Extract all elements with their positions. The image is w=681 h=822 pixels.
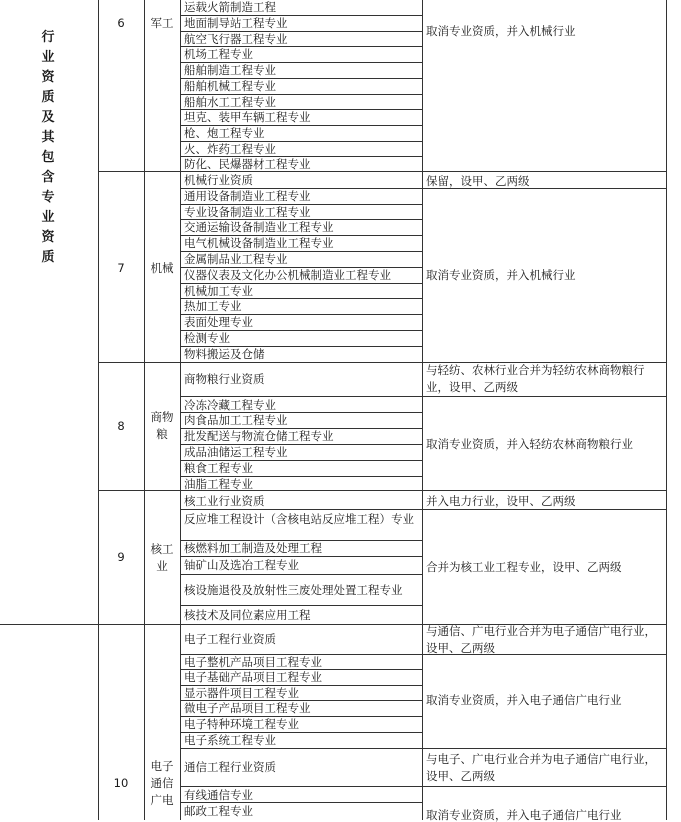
note-text: 取消专业资质，并入电子通信广电行业 [426, 808, 622, 822]
list-item: 商物粮行业资质 [184, 372, 265, 386]
note-text: 与轻纺、农林行业合并为轻纺农林商物粮行业，设甲、乙两级 [426, 363, 645, 394]
list-item: 热加工专业 [184, 299, 242, 313]
note-text: 与通信、广电行业合并为电子通信广电行业，设甲、乙两级 [426, 624, 656, 655]
category-line: 业 [156, 559, 168, 573]
list-item: 电子基础产品项目工程专业 [184, 670, 322, 684]
list-item: 地面制导站工程专业 [184, 16, 288, 30]
list-item: 反应堆工程设计（含核电站反应堆工程）专业 [184, 512, 414, 526]
section-label-char: 质 [41, 250, 55, 265]
list-item: 成品油储运工程专业 [184, 445, 288, 459]
category-label: 军工 [150, 16, 174, 30]
list-item: 火、炸药工程专业 [184, 142, 276, 156]
list-item: 防化、民爆器材工程专业 [184, 157, 311, 171]
list-item: 机械行业资质 [184, 173, 253, 187]
section-label-char: 含 [41, 170, 55, 185]
list-item: 检测专业 [184, 331, 230, 345]
list-item: 机场工程专业 [184, 47, 253, 61]
list-item: 通用设备制造业工程专业 [184, 189, 311, 203]
section-label-char: 专 [41, 190, 55, 205]
section-label-char: 业 [41, 210, 55, 225]
section-label-char: 包 [41, 150, 55, 165]
list-item: 专业设备制造业工程专业 [184, 205, 311, 219]
list-item: 表面处理专业 [184, 315, 253, 329]
list-item: 核燃料加工制造及处理工程 [184, 541, 322, 555]
note-text: 取消专业资质，并入轻纺农林商物粮行业 [426, 437, 633, 451]
row-number: 6 [117, 16, 125, 30]
section-label [38, 28, 58, 268]
list-item: 批发配送与物流仓储工程专业 [184, 429, 334, 443]
note-text: 合并为核工业工程专业，设甲、乙两级 [426, 560, 622, 574]
category-label: 机械 [150, 261, 174, 275]
section-label-char: 行 [41, 30, 55, 45]
category-label [144, 758, 180, 809]
list-item: 船舶水工工程专业 [184, 95, 276, 109]
list-item: 枪、炮工程专业 [184, 126, 265, 140]
list-item: 运载火箭制造工程 [184, 0, 276, 14]
list-item: 航空飞行器工程专业 [184, 32, 288, 46]
note-text: 取消专业资质，并入机械行业 [426, 24, 576, 38]
list-item: 冷冻冷藏工程专业 [184, 398, 276, 412]
list-item: 物料搬运及仓储 [184, 347, 265, 361]
list-item: 邮政工程专业 [184, 804, 253, 818]
section-label-char: 质 [41, 90, 55, 105]
list-item: 金属制品业工程专业 [184, 252, 288, 266]
list-item: 核技术及同位素应用工程 [184, 608, 311, 622]
list-item: 机械加工专业 [184, 284, 253, 298]
list-item: 通信工程行业资质 [184, 760, 276, 774]
section-label-char: 其 [41, 130, 55, 145]
category-line: 广电 [150, 793, 174, 807]
note-text: 并入电力行业，设甲、乙两级 [426, 494, 576, 508]
list-item: 交通运输设备制造业工程专业 [184, 220, 334, 234]
list-item: 电气机械设备制造业工程专业 [184, 236, 334, 250]
row-number: 7 [117, 261, 125, 275]
list-item: 仪器仪表及文化办公机械制造业工程专业 [184, 268, 391, 282]
list-item: 电子整机产品项目工程专业 [184, 655, 322, 669]
section-label-char: 资 [41, 230, 55, 245]
note-text: 取消专业资质，并入机械行业 [426, 268, 576, 282]
list-item: 微电子产品项目工程专业 [184, 701, 311, 715]
list-item: 电子特种环境工程专业 [184, 717, 299, 731]
note-text: 取消专业资质，并入电子通信广电行业 [426, 693, 622, 707]
list-item: 显示器件项目工程专业 [184, 686, 299, 700]
section-label-char: 及 [41, 110, 55, 125]
row-number: 9 [117, 550, 125, 564]
category-label [144, 541, 180, 575]
category-line: 核工 [150, 542, 174, 556]
category-line: 粮 [156, 427, 168, 441]
list-item: 核工业行业资质 [184, 494, 265, 508]
row-number: 8 [117, 419, 125, 433]
section-label-char: 业 [41, 50, 55, 65]
category-line: 通信 [150, 776, 174, 790]
note-text: 保留，设甲、乙两级 [426, 174, 530, 188]
list-item: 铀矿山及选冶工程专业 [184, 558, 299, 572]
list-item: 肉食品加工工程专业 [184, 413, 288, 427]
list-item: 船舶机械工程专业 [184, 79, 276, 93]
list-item: 油脂工程专业 [184, 477, 253, 491]
row-number: 10 [113, 776, 129, 790]
list-item: 电子系统工程专业 [184, 733, 276, 747]
list-item: 有线通信专业 [184, 788, 253, 802]
list-item: 核设施退役及放射性三废处理处置工程专业 [184, 583, 403, 597]
category-line: 电子 [150, 759, 174, 773]
category-label [144, 409, 180, 443]
list-item: 粮食工程专业 [184, 461, 253, 475]
note-text: 与电子、广电行业合并为电子通信广电行业，设甲、乙两级 [426, 752, 656, 783]
category-line: 商物 [150, 410, 174, 424]
section-label-char: 资 [41, 70, 55, 85]
list-item: 船舶制造工程专业 [184, 63, 276, 77]
list-item: 电子工程行业资质 [184, 632, 276, 646]
list-item: 坦克、装甲车辆工程专业 [184, 110, 311, 124]
